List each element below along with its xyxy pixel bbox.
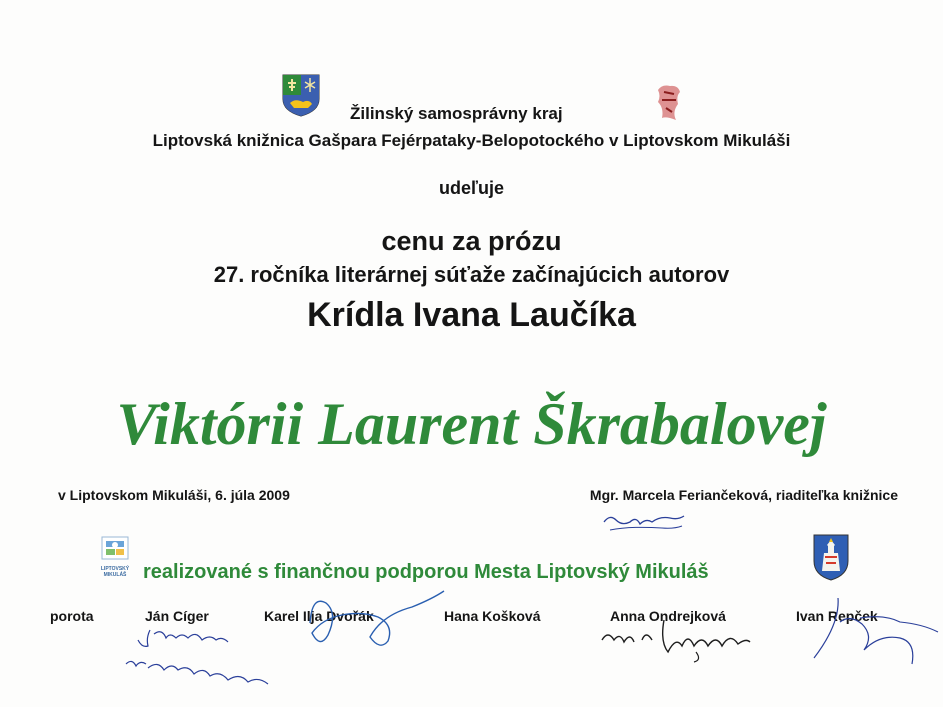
- jury-member-ciger: Ján Cíger: [145, 608, 209, 624]
- city-logo-label-2: MIKULÁŠ: [103, 572, 127, 578]
- award-title: cenu za prózu: [381, 226, 562, 256]
- city-logo-icon: [100, 535, 130, 561]
- library-name: Liptovská knižnica Gašpara Fejérpataky-Belopotockého v Liptovskom Mikuláši: [152, 131, 791, 150]
- jury-label: porota: [50, 608, 94, 624]
- director-name: Mgr. Marcela Feriančeková, riaditeľka knižnice: [589, 487, 898, 503]
- zilina-region-coat-of-arms-icon: [281, 73, 321, 117]
- ondrejkova-signature: [598, 612, 768, 666]
- repcek-signature: [804, 594, 940, 674]
- competition-name: Krídla Ivana Laučíka: [307, 296, 636, 334]
- library-stamp-icon: [652, 82, 686, 124]
- director-signature: [600, 508, 690, 536]
- city-logo: [98, 535, 132, 578]
- city-logo-label-1: LIPTOVSKÝ: [100, 566, 130, 572]
- dvorak-signature: [282, 585, 452, 655]
- grants-verb: udeľuje: [439, 178, 504, 198]
- issuer-name: Žilinský samosprávny kraj: [350, 104, 563, 123]
- jury-member-ondrejkova: Anna Ondrejková: [610, 608, 726, 624]
- jury-member-repcek: Ivan Repček: [796, 608, 878, 624]
- jury-member-koskova: Hana Košková: [444, 608, 541, 624]
- place-date: v Liptovskom Mikuláši, 6. júla 2009: [58, 487, 290, 503]
- jury-member-dvorak: Karel Ilja Dvořák: [264, 608, 374, 624]
- award-round: 27. ročníka literárnej súťaže začínajúcich autorov: [213, 262, 730, 287]
- recipient-name: Viktórii Laurent Škrabalovej: [116, 391, 827, 457]
- funding-note: realizované s finančnou podporou Mesta Liptovský Mikuláš: [143, 561, 709, 583]
- ciger-signature: [118, 624, 278, 690]
- liptovsky-mikulas-coat-of-arms-icon: [812, 533, 850, 581]
